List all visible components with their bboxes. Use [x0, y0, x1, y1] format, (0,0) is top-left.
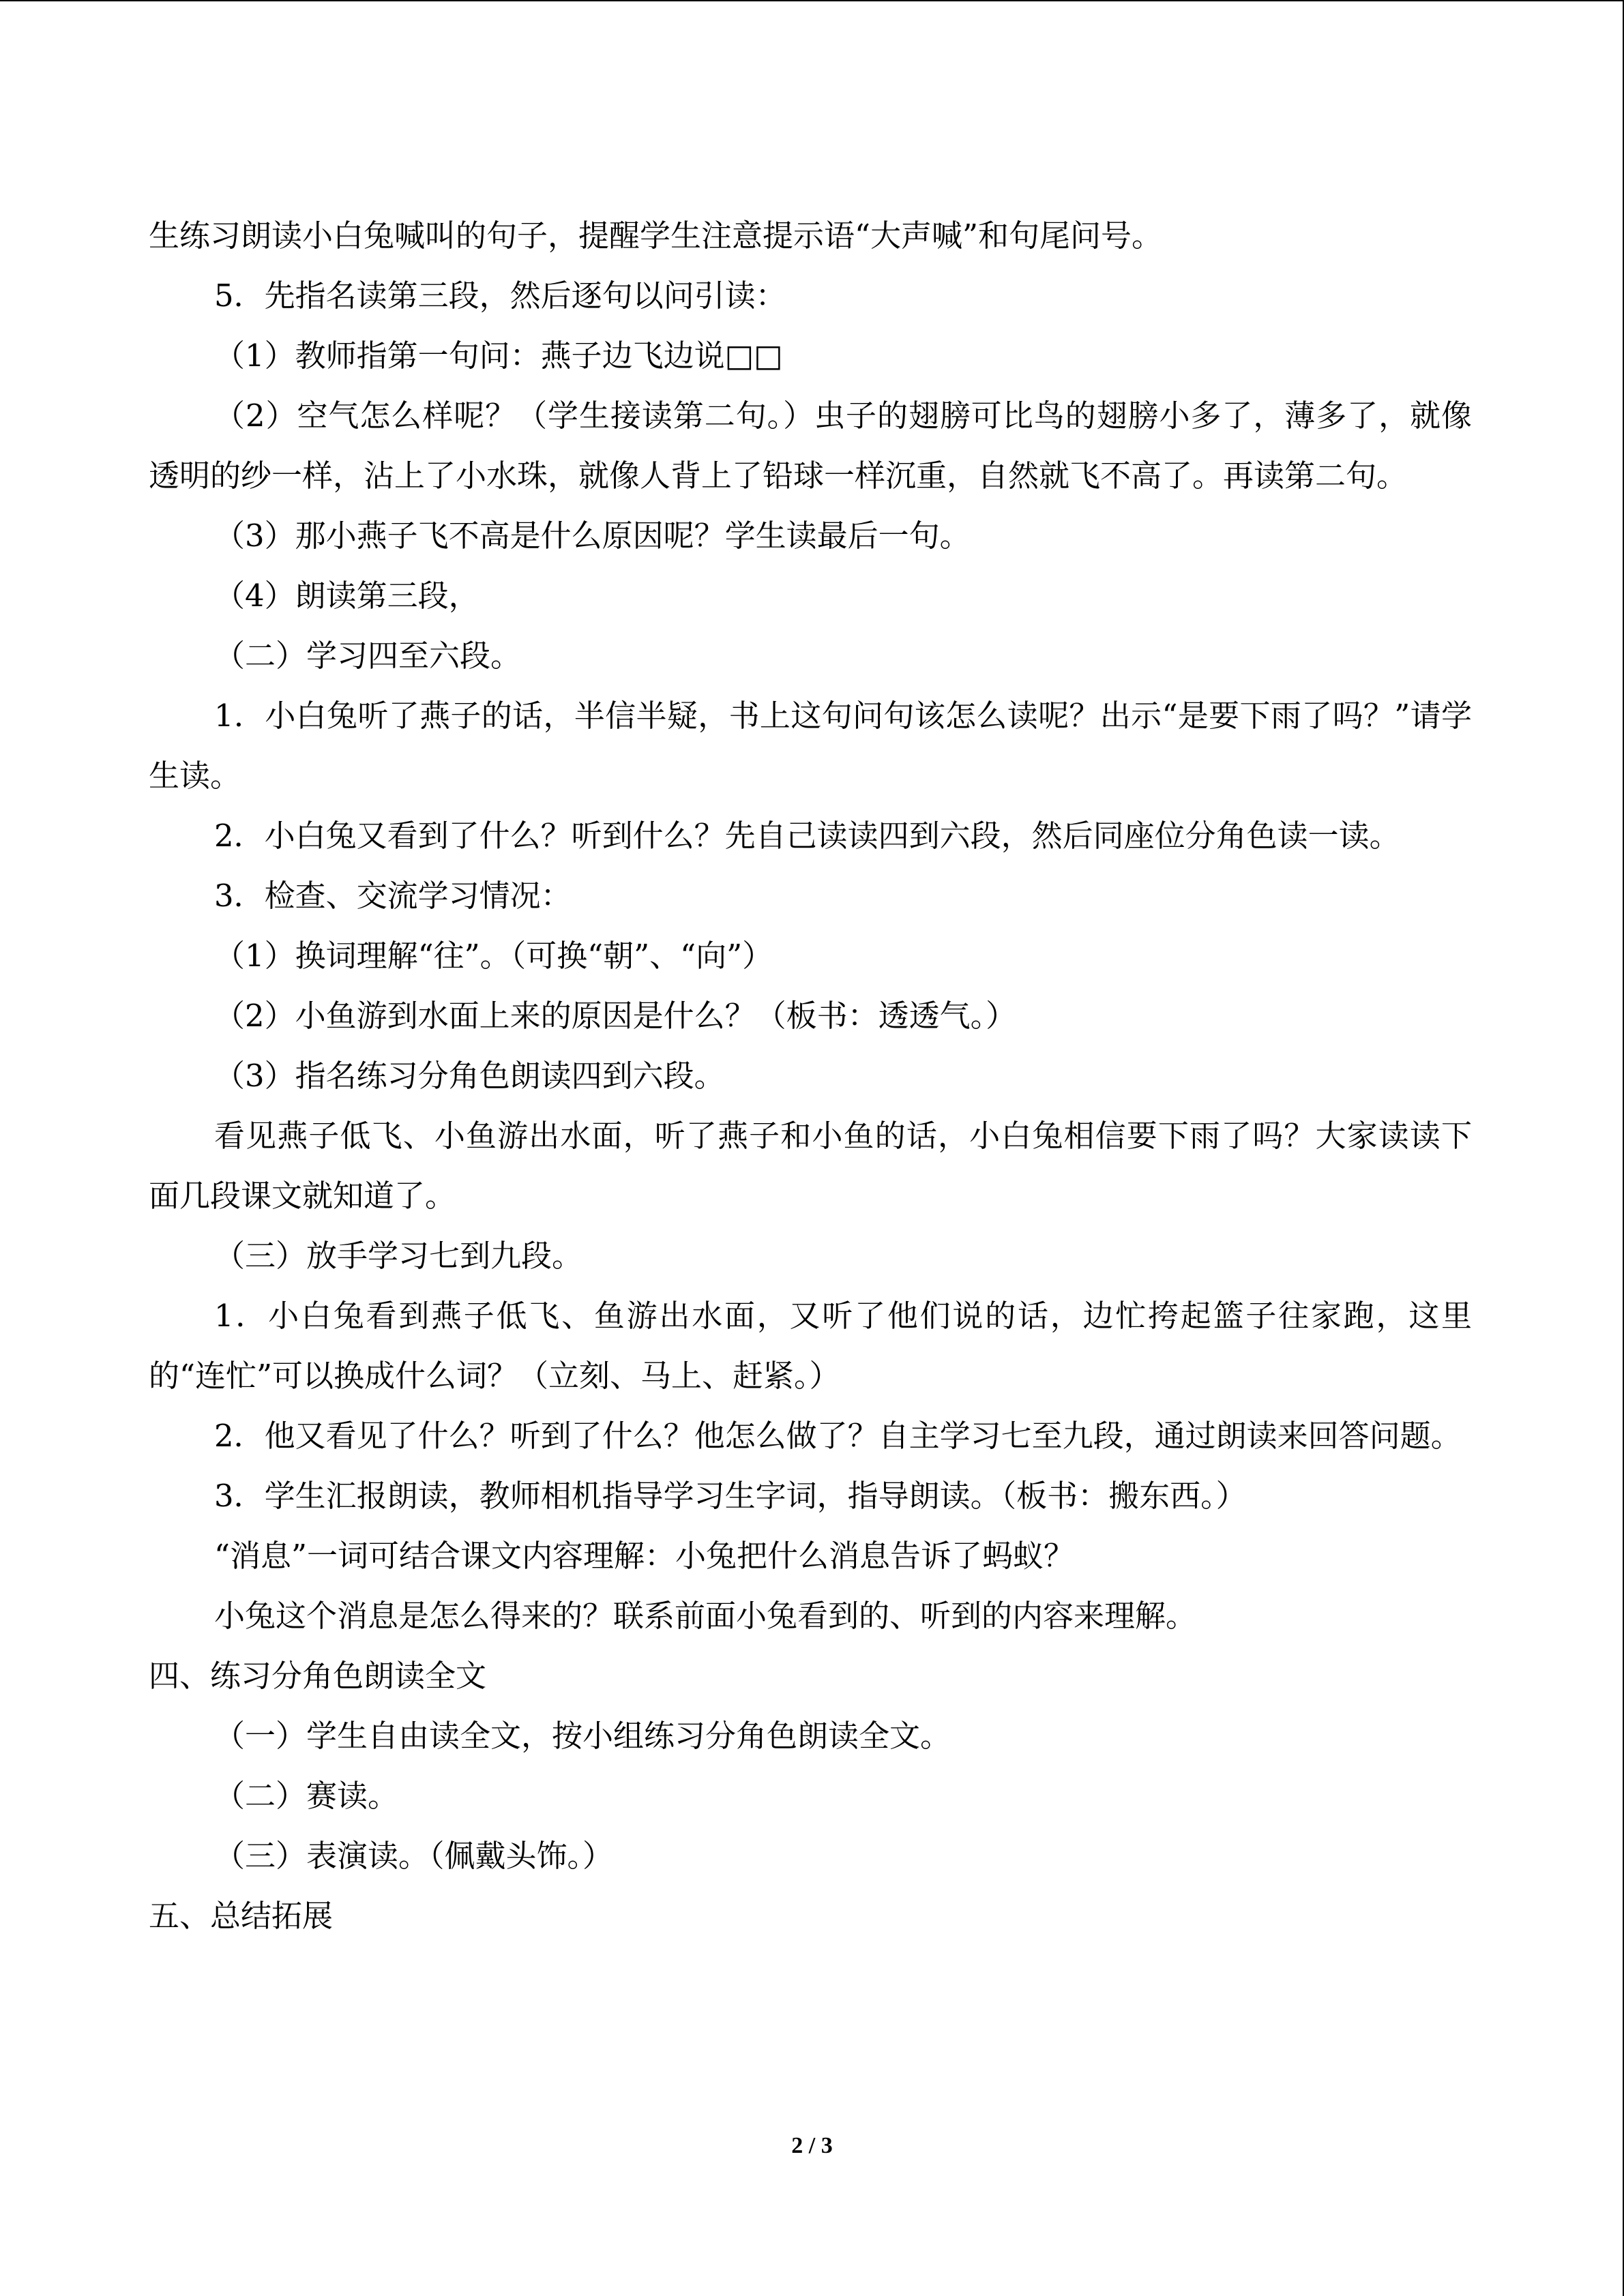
- paragraph: 小兔这个消息是怎么得来的？联系前面小兔看到的、听到的内容来理解。: [214, 1598, 1197, 1634]
- section-heading: 五、总结拓展: [149, 1898, 334, 1934]
- paragraph: 3．学生汇报朗读，教师相机指导学习生字词，指导朗读。（板书：搬东西。）: [214, 1478, 1247, 1514]
- paragraph: （1）教师指第一句问：燕子边飞边说□□: [214, 338, 783, 374]
- paragraph: 5．先指名读第三段，然后逐句以问引读：: [214, 278, 786, 314]
- paragraph: （3）那小燕子飞不高是什么原因呢？学生读最后一句。: [214, 518, 971, 554]
- paragraph: （4）朗读第三段，: [214, 578, 479, 614]
- paragraph: （二）学习四至六段。: [214, 638, 522, 674]
- paragraph: （2）小鱼游到水面上来的原因是什么？（板书：透透气。）: [214, 998, 1017, 1034]
- paragraph: （1）换词理解“往”。（可换“朝”、“向”）: [214, 938, 773, 974]
- paragraph: “消息”一词可结合课文内容理解：小兔把什么消息告诉了蚂蚁？: [214, 1538, 1075, 1574]
- paragraph: 1．小白兔听了燕子的话，半信半疑，书上这句问句该怎么读呢？出示“是要下雨了吗？”请学生读。: [149, 698, 1472, 794]
- paragraph: 2．他又看见了什么？听到了什么？他怎么做了？自主学习七至九段，通过朗读来回答问题。: [214, 1418, 1462, 1454]
- page-number: 2 / 3: [791, 2133, 833, 2158]
- paragraph: （三）表演读。（佩戴头饰。）: [214, 1838, 614, 1874]
- paragraph: 3．检查、交流学习情况：: [214, 878, 572, 914]
- paragraph: 生练习朗读小白兔喊叫的句子，提醒学生注意提示语“大声喊”和句尾问号。: [149, 218, 1163, 254]
- paragraph: （2）空气怎么样呢？（学生接读第二句。）虫子的翅膀可比鸟的翅膀小多了，薄多了，就像透明的纱一样，沾上了小水珠，就像人背上了铅球一样沉重，自然就飞不高了。再读第二句。: [149, 398, 1472, 494]
- paragraph: 看见燕子低飞、小鱼游出水面，听了燕子和小鱼的话，小白兔相信要下雨了吗？大家读读下面几段课文就知道了。: [149, 1118, 1472, 1214]
- paragraph: 1．小白兔看到燕子低飞、鱼游出水面，又听了他们说的话，边忙挎起篮子往家跑，这里的“连忙”可以换成什么词？（立刻、马上、赶紧。）: [149, 1298, 1472, 1394]
- paragraph: （一）学生自由读全文，按小组练习分角色朗读全文。: [214, 1718, 951, 1754]
- paragraph: （二）赛读。: [214, 1778, 399, 1814]
- document-body: [149, 206, 1472, 1946]
- paragraph: （3）指名练习分角色朗读四到六段。: [214, 1058, 725, 1094]
- paragraph: 2．小白兔又看到了什么？听到什么？先自己读读四到六段，然后同座位分角色读一读。: [214, 818, 1400, 854]
- section-heading: 四、练习分角色朗读全文: [149, 1658, 487, 1694]
- paragraph: （三）放手学习七到九段。: [214, 1238, 583, 1274]
